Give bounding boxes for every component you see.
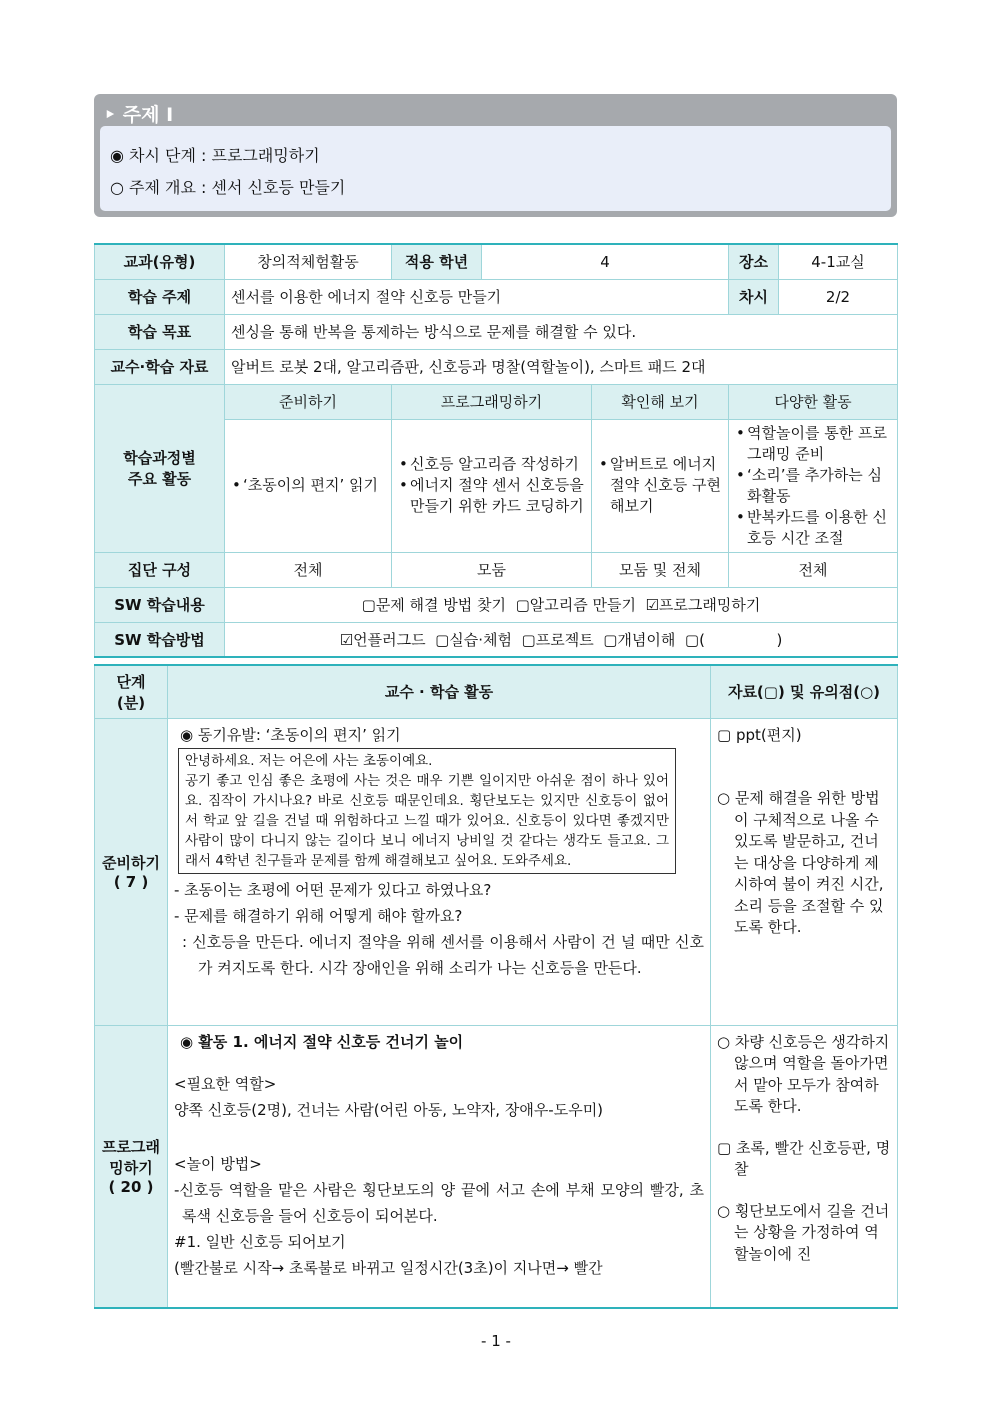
prep-note-tip: ○ 문제 해결을 위한 방법이 구체적으로 나올 수 있도록 발문하고, 건너는 대상을 다양하게 제시하여 불이 켜진 시간, 소리 등을 조절할 수 있도록 한다. — [717, 789, 884, 936]
group-3: 모둠 및 전체 — [592, 552, 729, 587]
prog-stage-time: ( 20 ) — [108, 1178, 154, 1197]
subject-label: 교과(유형) — [95, 244, 225, 279]
prep-note-material: ▢ ppt(편지) — [717, 725, 802, 744]
prog-stage-line1: 프로그래 — [102, 1138, 160, 1157]
session-value: 2/2 — [779, 279, 898, 314]
group-label: 집단 구성 — [95, 552, 225, 587]
phase-header-2: 프로그래밍하기 — [392, 384, 592, 419]
activity-item: • 신호등 알고리즘 작성하기 — [410, 454, 585, 475]
prog-notes — [711, 1025, 898, 1308]
letter-line: 안녕하세요. 저는 어은에 사는 초동이예요. — [185, 752, 433, 769]
topic-box — [94, 94, 897, 217]
prog-note-roles: ○ 차량 신호등은 생각하지 않으며 역할을 돌아가면서 맡아 모두가 참여하도록 한다. — [717, 1032, 890, 1115]
activity-item: • ‘소리’를 추가하는 심화활동 — [747, 465, 891, 507]
stage-header-line2: (분) — [116, 693, 146, 712]
sw-method-value: ☑언플러그드 ▢실습·체험 ▢프로젝트 ▢개념이해 ▢( ) — [225, 622, 898, 657]
grade-label: 적용 학년 — [392, 244, 482, 279]
group-4: 전체 — [729, 552, 898, 587]
phase-header-1: 준비하기 — [225, 384, 392, 419]
note-header: 자료(▢) 및 유의점(○) — [711, 665, 898, 718]
theme-value: 센서를 이용한 에너지 절약 신호등 만들기 — [225, 279, 729, 314]
prog-case-1-detail: (빨간불로 시작→ 초록불로 바뀌고 일정시간(3초)이 지나면→ 빨간 — [174, 1258, 603, 1277]
activity-item: • ‘초동이의 편지’ 읽기 — [243, 475, 385, 496]
prep-question-1: - 초동이는 초평에 어떤 문제가 있다고 하였나요? — [174, 880, 492, 899]
group-1: 전체 — [225, 552, 392, 587]
prep-notes — [711, 718, 898, 1025]
prog-method: -신호등 역할을 맡은 사람은 횡단보도의 양 끝에 서고 손에 부채 모양의 빨강, 초록색 신호등을 들어 신호등이 되어본다. — [174, 1180, 704, 1225]
activity-item: • 에너지 절약 센서 신호등을 만들기 위한 카드 코딩하기 — [410, 475, 585, 517]
prep-stage — [95, 718, 168, 1025]
prep-stage-time: ( 7 ) — [113, 873, 149, 891]
prog-roles-title: <필요한 역할> — [174, 1074, 277, 1093]
subject-value: 창의적체험활동 — [225, 244, 392, 279]
process-label — [95, 384, 225, 552]
session-label: 차시 — [729, 279, 779, 314]
prog-note-material: ▢ 초록, 빨간 신호등판, 명찰 — [717, 1138, 891, 1178]
topic-summary-line: ○ 주제 개요 : 센서 신호등 만들기 — [110, 178, 346, 197]
letter-box — [178, 748, 676, 874]
theme-label: 학습 주제 — [95, 279, 225, 314]
sw-content-value: ▢문제 해결 방법 찾기 ▢알고리즘 만들기 ☑프로그래밍하기 — [225, 587, 898, 622]
prog-stage-line2: 밍하기 — [109, 1159, 153, 1178]
stage-header-line1: 단계 — [116, 672, 146, 691]
prep-activity — [168, 718, 711, 1025]
page-number: - 1 - — [481, 1332, 511, 1350]
activity-item: • 반복카드를 이용한 신호등 시간 조절 — [747, 507, 891, 549]
grade-value: 4 — [482, 244, 729, 279]
prep-stage-name: 준비하기 — [102, 854, 160, 872]
sw-content-label: SW 학습내용 — [95, 587, 225, 622]
phase3-activities — [592, 419, 729, 552]
process-label-line2: 주요 활동 — [127, 470, 192, 488]
material-value: 알버트 로봇 2대, 알고리즘판, 신호등과 명찰(역할놀이), 스마트 패드 2대 — [225, 349, 898, 384]
phase-header-4: 다양한 활동 — [729, 384, 898, 419]
prog-note-scenario: ○ 횡단보도에서 길을 건너는 상황을 가정하여 역할놀이에 진 — [717, 1201, 890, 1263]
letter-body: 공기 좋고 인심 좋은 초평에 사는 것은 매우 기쁜 일이지만 아쉬운 점이 하나 있어요. 짐작이 가시나요? 바로 신호등 때문인데요. 횡단보도는 있지만 신호등이 없어서 학교 앞 길을 건널 때 위험하다고 느낄 때가 있어요. 신호등이 있다면 좋겠지만 사람이 많이 다니지 않는 길이다 보니 에너지 낭비일 것 같다는 생각도 들고요. 그래서 4학년 친구들과 문제를 함께 해결해보고 싶어요. 도와주세요. — [185, 772, 669, 869]
goal-value: 센싱을 통해 반복을 통제하는 방식으로 문제를 해결할 수 있다. — [225, 314, 898, 349]
stage-header — [95, 665, 168, 718]
prog-activity — [168, 1025, 711, 1308]
topic-inner — [100, 126, 891, 211]
phase4-activities — [729, 419, 898, 552]
lesson-info-table — [94, 243, 898, 658]
goal-label: 학습 목표 — [95, 314, 225, 349]
prog-roles: 양쪽 신호등(2명), 건너는 사람(어린 아동, 노약자, 장애우-도우미) — [174, 1100, 604, 1119]
process-label-line1: 학습과정별 — [123, 449, 196, 467]
phase-header-3: 확인해 보기 — [592, 384, 729, 419]
activity-item: • 알버트로 에너지 절약 신호등 구현해보기 — [610, 454, 722, 517]
activity-header: 교수 · 학습 활동 — [168, 665, 711, 718]
prog-stage — [95, 1025, 168, 1308]
phase2-activities — [392, 419, 592, 552]
place-value: 4-1교실 — [779, 244, 898, 279]
material-label: 교수·학습 자료 — [95, 349, 225, 384]
prep-motivation: ◉ 동기유발: ‘초동이의 편지’ 읽기 — [180, 725, 401, 744]
prep-question-2: - 문제를 해결하기 위해 어떻게 해야 할까요? — [174, 906, 463, 925]
sw-method-label: SW 학습방법 — [95, 622, 225, 657]
prep-answer: : 신호등을 만든다. 에너지 절약을 위해 센서를 이용해서 사람이 건 널 때만 신호가 켜지도록 한다. 시각 장애인을 위해 소리가 나는 신호등을 만든다. — [182, 932, 704, 977]
prog-method-title: <놀이 방법> — [174, 1154, 262, 1173]
session-stage-line: ◉ 차시 단계 : 프로그래밍하기 — [110, 146, 320, 165]
activity-table — [94, 664, 898, 1309]
topic-title: ‣ 주제 Ⅰ — [104, 104, 174, 126]
place-label: 장소 — [729, 244, 779, 279]
group-2: 모둠 — [392, 552, 592, 587]
activity-item: • 역할놀이를 통한 프로그래밍 준비 — [747, 423, 891, 465]
phase1-activities — [225, 419, 392, 552]
prog-case-1: #1. 일반 신호등 되어보기 — [174, 1232, 346, 1251]
prog-activity-title: ◉ 활동 1. 에너지 절약 신호등 건너기 놀이 — [180, 1032, 464, 1051]
